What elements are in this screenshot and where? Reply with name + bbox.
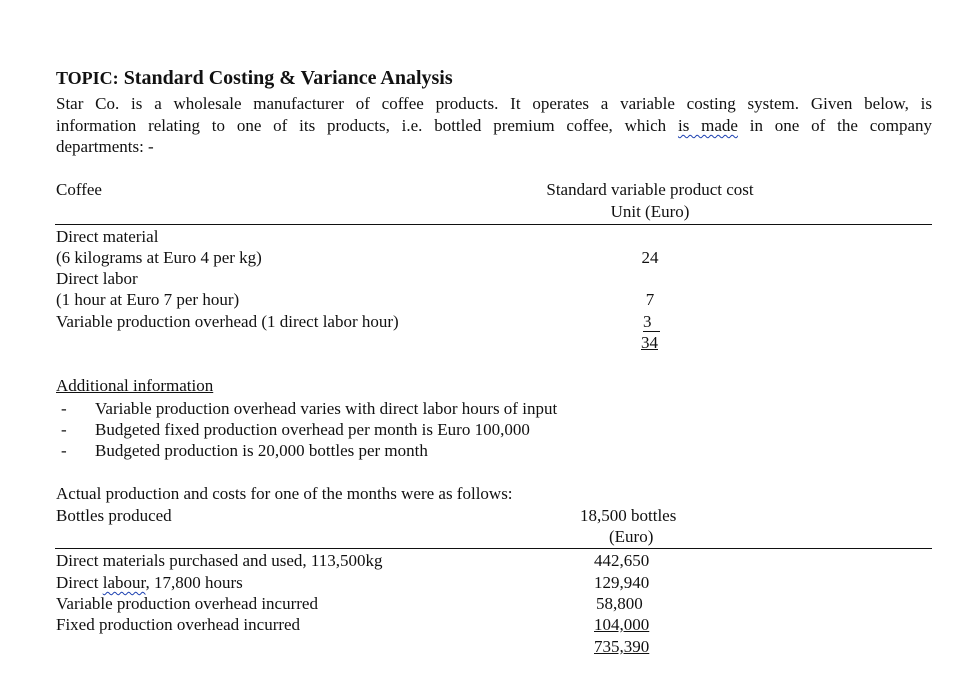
- actual-total-value: 735,390: [594, 637, 650, 656]
- standard-total: [641, 332, 658, 353]
- standard-row-label: (6 kilograms at Euro 4 per kg): [56, 248, 262, 267]
- standard-row-value: 7: [645, 290, 655, 309]
- labour-label-post: , 17,800 hours: [145, 573, 243, 592]
- standard-col-right-header-1: Standard variable product cost: [546, 180, 754, 199]
- actual-row-value: 58,800: [596, 594, 643, 613]
- actual-row-label: Direct materials purchased and used, 113,500kg: [56, 551, 383, 570]
- actual-total: [594, 636, 649, 657]
- overhead-value: 3: [643, 312, 652, 331]
- standard-row-label: Variable production overhead (1 direct labor hour): [56, 312, 399, 331]
- topic-title: Standard Costing & Variance Analysis: [123, 67, 453, 89]
- actual-row-value-underlined: [594, 614, 649, 635]
- standard-col-left-header: Coffee: [56, 180, 102, 199]
- standard-row-value-underlined: [643, 311, 661, 332]
- actual-row-label: Variable production overhead incurred: [56, 594, 318, 613]
- intro-line-1: Star Co. is a wholesale manufacturer of coffee products. It operates a variable costing system. Given below, is: [56, 94, 932, 113]
- actual-row-value: 129,940: [594, 573, 650, 592]
- actual-row-label: Fixed production overhead incurred: [56, 615, 301, 634]
- additional-item: Budgeted fixed production overhead per month is Euro 100,000: [95, 420, 530, 439]
- labour-spellcheck-word: labour: [102, 573, 146, 592]
- standard-row-label: Direct labor: [56, 269, 138, 288]
- additional-heading: [56, 375, 213, 396]
- additional-heading-text: Additional information: [56, 376, 214, 395]
- bullet-dash: -: [61, 399, 67, 418]
- standard-col-right-header-2: Unit (Euro): [610, 202, 690, 221]
- actual-row-value: 442,650: [594, 551, 650, 570]
- additional-item: Budgeted production is 20,000 bottles per month: [95, 441, 428, 460]
- bottles-label: Bottles produced: [56, 506, 172, 525]
- intro-line-2-pre: information relating to one of its products, i.e. bottled premium coffee, which: [56, 116, 667, 135]
- topic-lead: TOPIC:: [56, 68, 119, 88]
- standard-row-label: (1 hour at Euro 7 per hour): [56, 290, 240, 309]
- actual-unit: (Euro): [609, 527, 654, 546]
- intro-line-3: departments: -: [56, 137, 154, 156]
- standard-total-value: 34: [641, 333, 658, 352]
- topic-heading: [56, 68, 453, 89]
- actual-row-label: [56, 572, 243, 593]
- bottles-value: 18,500 bottles: [580, 506, 677, 525]
- intro-spellcheck-phrase: is made: [677, 116, 738, 135]
- bullet-dash: -: [61, 420, 67, 439]
- actual-header-rule: [55, 548, 932, 549]
- intro-line-2: [56, 115, 932, 136]
- standard-header-rule: [55, 224, 932, 225]
- standard-row-label: Direct material: [56, 227, 159, 246]
- bullet-dash: -: [61, 441, 67, 460]
- intro-line-2-post: in one of the company: [749, 116, 933, 135]
- labour-label-pre: Direct: [56, 573, 103, 592]
- additional-item: Variable production overhead varies with direct labor hours of input: [95, 399, 558, 418]
- standard-row-value: 24: [641, 248, 659, 267]
- fixed-overhead-value: 104,000: [594, 615, 650, 634]
- actual-intro: Actual production and costs for one of the months were as follows:: [56, 484, 513, 503]
